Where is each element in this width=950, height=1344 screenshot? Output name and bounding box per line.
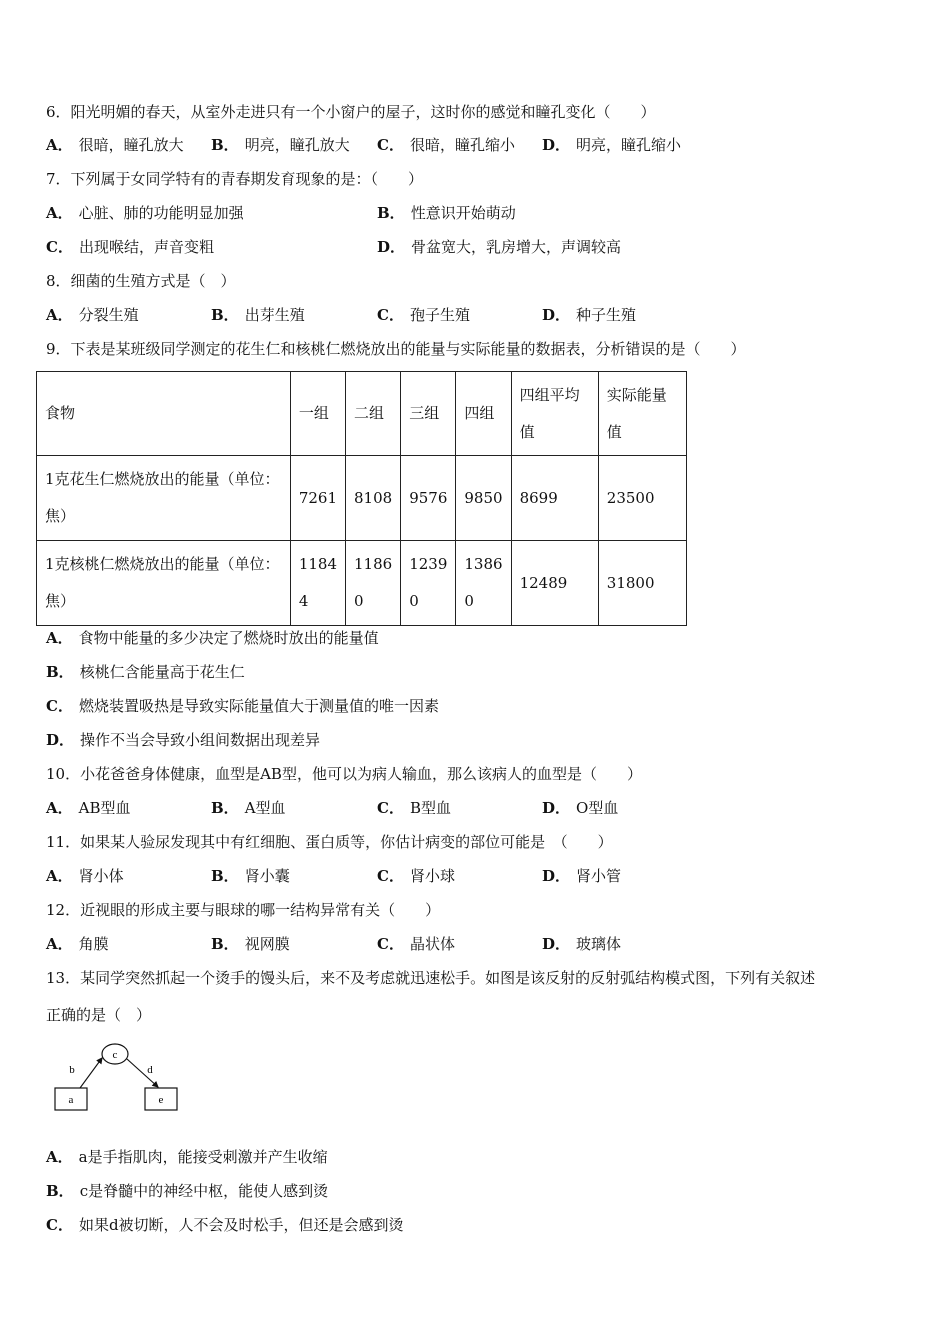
q13-option-b[interactable]: B． c是脊髓中的神经中枢，能使人感到烫 xyxy=(46,1182,329,1200)
table-cell: 8108 xyxy=(346,456,401,541)
q11-option-c[interactable]: C． 肾小球 xyxy=(377,867,455,885)
table-cell: 9576 xyxy=(401,456,456,541)
q7-options-row2 xyxy=(46,237,906,257)
pathway-b-label: b xyxy=(69,1064,75,1076)
q12-option-b[interactable]: B． 视网膜 xyxy=(211,935,290,953)
table-cell: 23500 xyxy=(598,456,686,541)
pathway-b-arrow xyxy=(80,1058,102,1088)
q6-option-b[interactable]: B． 明亮，瞳孔放大 xyxy=(211,136,350,154)
table-row xyxy=(37,456,687,541)
q13-stem-line2: 正确的是（ ） xyxy=(46,1006,152,1024)
node-c-label: c xyxy=(112,1049,118,1061)
q12-option-d[interactable]: D． 玻璃体 xyxy=(542,935,622,953)
table-cell: 31800 xyxy=(598,541,686,626)
q9-option-d[interactable]: D． 操作不当会导致小组间数据出现差异 xyxy=(46,731,321,749)
q7-stem: 7．下列属于女同学特有的青春期发育现象的是：（ ） xyxy=(46,170,424,188)
q10-option-c[interactable]: C． B型血 xyxy=(377,799,451,817)
q10-option-d[interactable]: D． O型血 xyxy=(542,799,619,817)
table-header-row xyxy=(37,372,687,456)
table-header-cell: 四组 xyxy=(456,372,511,456)
q13-stem-line1: 13．某同学突然抓起一个烫手的馒头后，来不及考虑就迅速松手。如图是该反射的反射弧结构模式图，下列有关叙述 xyxy=(46,969,816,987)
q11-stem: 11．如果某人验尿发现其中有红细胞、蛋白质等，你估计病变的部位可能是 （ ） xyxy=(46,833,613,851)
table-header-cell: 一组 xyxy=(290,372,345,456)
q6-option-d[interactable]: D． 明亮，瞳孔缩小 xyxy=(542,136,682,154)
table-header-cell: 食物 xyxy=(37,372,291,456)
table-cell: 12390 xyxy=(401,541,456,626)
q10-options xyxy=(46,798,906,818)
q7-option-d[interactable]: D． 骨盆宽大，乳房增大，声调较高 xyxy=(377,238,622,256)
table-cell: 11844 xyxy=(290,541,345,626)
table-header-cell: 四组平均值 xyxy=(511,372,598,456)
q11-option-d[interactable]: D． 肾小管 xyxy=(542,867,622,885)
table-cell: 11860 xyxy=(346,541,401,626)
q11-options xyxy=(46,866,906,886)
q11-option-a[interactable]: A． 肾小体 xyxy=(46,867,124,885)
q8-option-b[interactable]: B． 出芽生殖 xyxy=(211,306,305,324)
table-cell: 1克花生仁燃烧放出的能量（单位：焦） xyxy=(37,456,291,541)
q8-stem: 8．细菌的生殖方式是（ ） xyxy=(46,272,236,290)
q6-stem: 6．阳光明媚的春天，从室外走进只有一个小窗户的屋子，这时你的感觉和瞳孔变化（ ） xyxy=(46,103,656,121)
q12-option-a[interactable]: A． 角膜 xyxy=(46,935,109,953)
q6-options xyxy=(46,135,906,155)
q6-option-a[interactable]: A． 很暗，瞳孔放大 xyxy=(46,136,184,154)
q9-option-b[interactable]: B． 核桃仁含能量高于花生仁 xyxy=(46,663,245,681)
q8-option-d[interactable]: D． 种子生殖 xyxy=(542,306,637,324)
q9-option-a[interactable]: A． 食物中能量的多少决定了燃烧时放出的能量值 xyxy=(46,629,379,647)
q13-option-c[interactable]: C． 如果d被切断，人不会及时松手，但还是会感到烫 xyxy=(46,1216,404,1234)
q7-option-c[interactable]: C． 出现喉结，声音变粗 xyxy=(46,238,214,256)
pathway-d-label: d xyxy=(147,1064,153,1076)
q12-stem: 12．近视眼的形成主要与眼球的哪一结构异常有关（ ） xyxy=(46,901,441,919)
reflex-arc-svg xyxy=(50,1040,190,1120)
q11-option-b[interactable]: B． 肾小囊 xyxy=(211,867,290,885)
table-cell: 7261 xyxy=(290,456,345,541)
energy-data-table xyxy=(36,371,687,626)
table-header-cell: 二组 xyxy=(346,372,401,456)
table-header-cell: 三组 xyxy=(401,372,456,456)
pathway-d-arrow xyxy=(127,1059,158,1087)
q7-option-b[interactable]: B． 性意识开始萌动 xyxy=(377,204,516,222)
table-cell: 9850 xyxy=(456,456,511,541)
q12-option-c[interactable]: C． 晶状体 xyxy=(377,935,455,953)
q10-stem: 10．小花爸爸身体健康，血型是AB型，他可以为病人输血，那么该病人的血型是（ ） xyxy=(46,765,642,783)
q10-option-a[interactable]: A． AB型血 xyxy=(46,799,131,817)
table-cell: 12489 xyxy=(511,541,598,626)
node-e-label: e xyxy=(158,1094,164,1106)
table-cell: 1克核桃仁燃烧放出的能量（单位：焦） xyxy=(37,541,291,626)
q8-option-c[interactable]: C． 孢子生殖 xyxy=(377,306,470,324)
q9-option-c[interactable]: C． 燃烧装置吸热是导致实际能量值大于测量值的唯一因素 xyxy=(46,697,439,715)
q8-options xyxy=(46,305,906,325)
node-a-label: a xyxy=(68,1094,74,1106)
q13-option-a[interactable]: A． a是手指肌肉，能接受刺激并产生收缩 xyxy=(46,1148,328,1166)
q8-option-a[interactable]: A． 分裂生殖 xyxy=(46,306,139,324)
q6-option-c[interactable]: C． 很暗，瞳孔缩小 xyxy=(377,136,515,154)
q9-stem: 9．下表是某班级同学测定的花生仁和核桃仁燃烧放出的能量与实际能量的数据表，分析错误的是（ ） xyxy=(46,340,746,358)
table-cell: 13860 xyxy=(456,541,511,626)
table-cell: 8699 xyxy=(511,456,598,541)
reflex-arc-diagram xyxy=(50,1040,190,1120)
table-row xyxy=(37,541,687,626)
table-header-cell: 实际能量值 xyxy=(598,372,686,456)
q7-option-a[interactable]: A． 心脏、肺的功能明显加强 xyxy=(46,204,244,222)
q12-options xyxy=(46,934,906,954)
q7-options-row1 xyxy=(46,203,906,223)
q10-option-b[interactable]: B． A型血 xyxy=(211,799,286,817)
